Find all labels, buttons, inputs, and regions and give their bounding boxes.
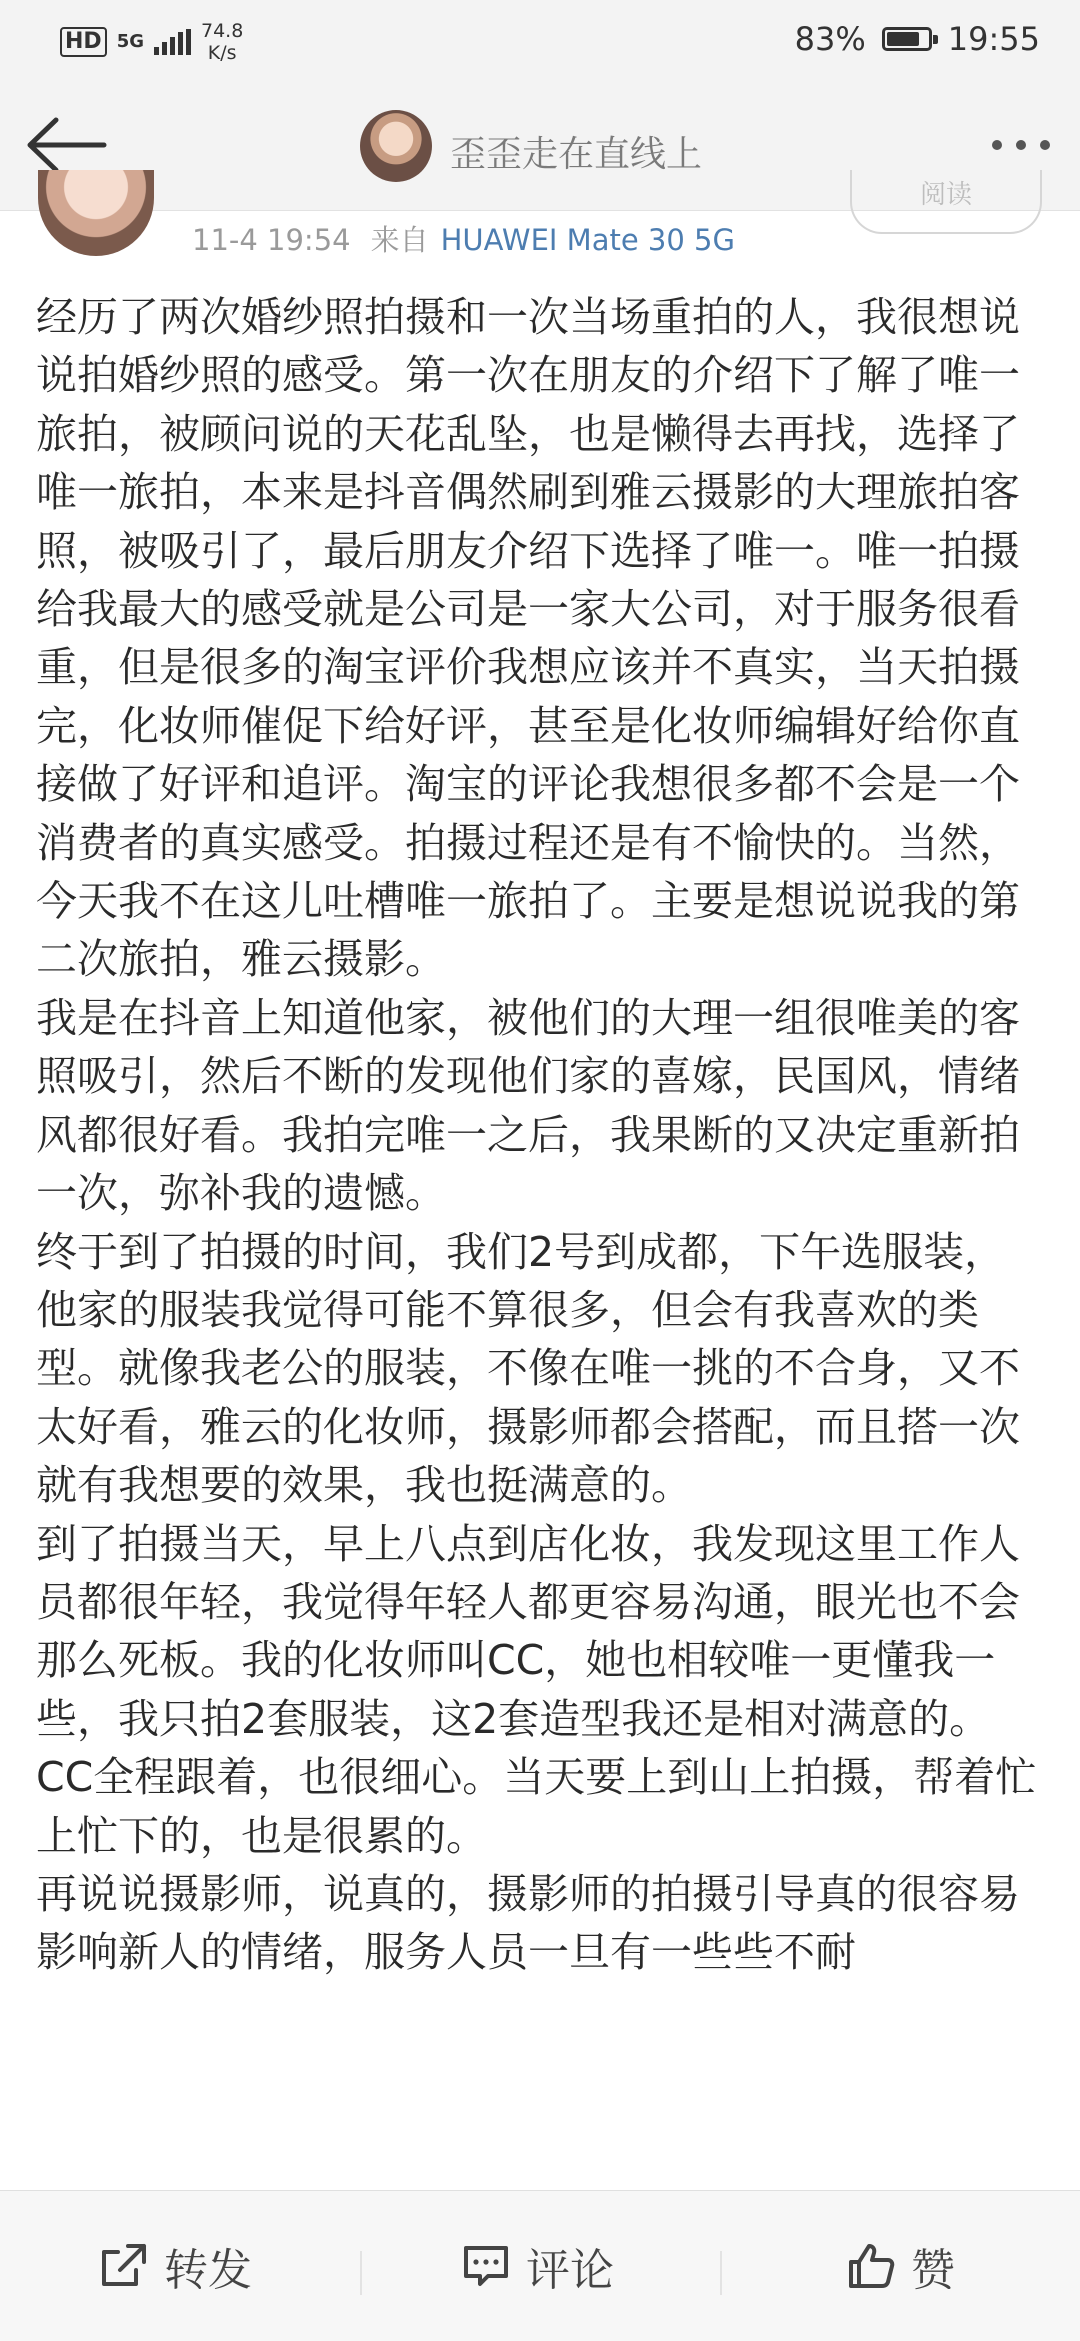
paragraph: 我是在抖音上知道他家，被他们的大理一组很唯美的客照吸引，然后不断的发现他们家的喜嫁，民国风，情绪风都很好看。我拍完唯一之后，我果断的又决定重新拍一次，弥补我的遗憾。 [36, 993, 1020, 1218]
thumbs-up-icon [845, 2240, 897, 2292]
more-options-icon[interactable] [992, 140, 1050, 150]
like-label: 赞 [911, 2245, 955, 2296]
follow-button[interactable]: 阅读 [850, 170, 1042, 234]
repost-label: 转发 [164, 2245, 252, 2296]
network-speed-value: 74.8 [201, 20, 244, 42]
divider [360, 2251, 362, 2295]
status-right [795, 20, 1040, 58]
share-icon [98, 2240, 150, 2292]
source-prefix: 来自 [370, 223, 429, 257]
status-left [60, 20, 243, 64]
network-speed-unit: K/s [207, 42, 237, 64]
divider [720, 2251, 722, 2295]
network-speed [201, 20, 243, 64]
hd-badge: HD [60, 27, 107, 57]
post-content [36, 288, 1046, 1982]
paragraph: 经历了两次婚纱照拍摄和一次当场重拍的人，我很想说说拍婚纱照的感受。第一次在朋友的介绍下了解了唯一旅拍，被顾问说的天花乱坠，也是懒得去再找，选择了唯一旅拍，本来是抖音偶然刷到雅云摄影的大理旅拍客照，被吸引了，最后朋友介绍下选择了唯一。唯一拍摄给我最大的感受就是公司是一家大公司，对于服务很看重，但是很多的淘宝评价我想应该并不真实，当天拍摄完，化妆师催促下给好评，甚至是化妆师编辑好给你直接做了好评和追评。淘宝的评论我想很多都不会是一个消费者的真实感受。拍摄过程还是有不愉快的。当然，今天我不在这儿吐槽唯一旅拍了。主要是想说说我的第二次旅拍，雅云摄影。 [36, 293, 1020, 984]
paragraph: 终于到了拍摄的时间，我们2号到成都，下午选服装，他家的服装我觉得可能不算很多，但会有我喜欢的类型。就像我老公的服装，不像在唯一挑的不合身，又不太好看，雅云的化妆师，摄影师都会搭配，而且搭一次就有我想要的效果，我也挺满意的。 [36, 1227, 1020, 1510]
battery-fill [887, 32, 920, 46]
network-type: 5G [116, 31, 144, 52]
signal-icon [154, 29, 191, 55]
status-bar [0, 0, 1080, 80]
bottom-action-bar [0, 2190, 1080, 2341]
page-title[interactable]: 歪歪走在直线上 [450, 134, 703, 175]
source-device[interactable]: HUAWEI Mate 30 5G [440, 223, 735, 257]
author-avatar[interactable] [38, 170, 154, 256]
repost-button[interactable] [98, 2191, 252, 2341]
battery-percent: 83% [794, 20, 866, 58]
clock: 19:55 [947, 20, 1040, 58]
header-avatar[interactable] [360, 110, 432, 182]
post-meta [192, 218, 735, 259]
paragraph: 到了拍摄当天，早上八点到店化妆，我发现这里工作人员都很年轻，我觉得年轻人都更容易沟通，眼光也不会那么死板。我的化妆师叫CC，她也相较唯一更懂我一些，我只拍2套服装，这2套造型我还是相对满意的。CC全程跟着，也很细心。当天要上到山上拍摄，帮着忙上忙下的，也是很累的。 [36, 1519, 1037, 1860]
battery-icon [882, 27, 932, 51]
comment-label: 评论 [526, 2245, 614, 2296]
post-date: 11-4 19:54 [192, 223, 351, 257]
comment-icon [460, 2240, 512, 2292]
like-button[interactable] [845, 2191, 955, 2341]
paragraph: 再说说摄影师，说真的，摄影师的拍摄引导真的很容易影响新人的情绪，服务人员一旦有一些些不耐 [36, 1869, 1020, 1977]
comment-button[interactable] [460, 2191, 614, 2341]
